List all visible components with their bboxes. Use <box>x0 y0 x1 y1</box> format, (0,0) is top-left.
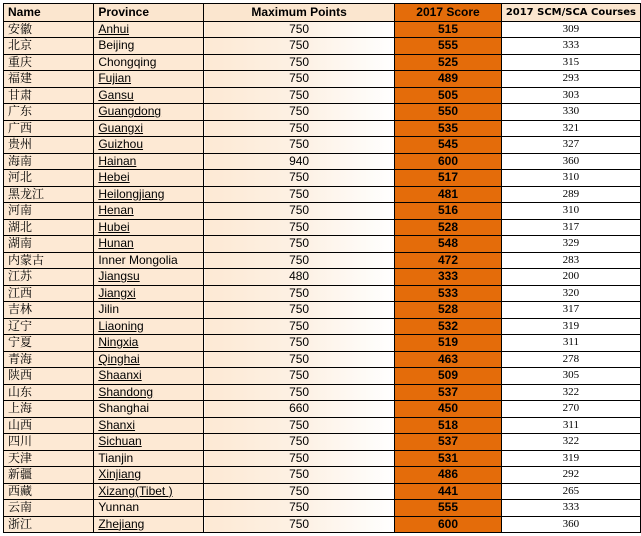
province-cell[interactable]: Qinghai <box>94 351 204 368</box>
name-cell[interactable]: 陕西 <box>4 368 94 385</box>
courses-cell[interactable]: 327 <box>501 137 640 154</box>
max-points-cell[interactable]: 750 <box>204 467 395 484</box>
max-points-cell[interactable]: 750 <box>204 137 395 154</box>
table-row <box>4 467 641 484</box>
score-cell[interactable]: 531 <box>395 450 502 467</box>
score-cell[interactable]: 517 <box>395 170 502 187</box>
score-cell[interactable]: 486 <box>395 467 502 484</box>
name-cell[interactable]: 河北 <box>4 170 94 187</box>
table-row <box>4 318 641 335</box>
courses-cell[interactable]: 283 <box>501 252 640 269</box>
courses-cell[interactable]: 360 <box>501 153 640 170</box>
courses-cell[interactable]: 319 <box>501 450 640 467</box>
name-cell[interactable]: 重庆 <box>4 54 94 71</box>
courses-cell[interactable]: 320 <box>501 285 640 302</box>
table-row <box>4 500 641 517</box>
max-points-cell[interactable]: 750 <box>204 38 395 55</box>
score-cell[interactable]: 441 <box>395 483 502 500</box>
table-row <box>4 236 641 253</box>
province-cell[interactable]: Guangdong <box>94 104 204 121</box>
name-cell[interactable]: 湖北 <box>4 219 94 236</box>
score-cell[interactable]: 472 <box>395 252 502 269</box>
courses-cell[interactable]: 292 <box>501 467 640 484</box>
max-points-cell[interactable]: 750 <box>204 483 395 500</box>
name-cell[interactable]: 西藏 <box>4 483 94 500</box>
courses-cell[interactable]: 278 <box>501 351 640 368</box>
max-points-cell[interactable]: 750 <box>204 203 395 220</box>
courses-cell[interactable]: 317 <box>501 302 640 319</box>
province-cell[interactable]: Chongqing <box>94 54 204 71</box>
header-maximum-points[interactable]: Maximum Points <box>204 4 395 22</box>
score-cell[interactable]: 533 <box>395 285 502 302</box>
max-points-cell[interactable]: 750 <box>204 434 395 451</box>
table-row <box>4 38 641 55</box>
name-cell[interactable]: 广东 <box>4 104 94 121</box>
name-cell[interactable]: 江西 <box>4 285 94 302</box>
max-points-cell[interactable]: 750 <box>204 236 395 253</box>
courses-cell[interactable]: 310 <box>501 203 640 220</box>
max-points-cell[interactable]: 750 <box>204 450 395 467</box>
max-points-cell[interactable]: 660 <box>204 401 395 418</box>
province-cell[interactable]: Shanghai <box>94 401 204 418</box>
score-cell[interactable]: 600 <box>395 153 502 170</box>
province-cell[interactable]: Shanxi <box>94 417 204 434</box>
name-cell[interactable]: 新疆 <box>4 467 94 484</box>
courses-cell[interactable]: 329 <box>501 236 640 253</box>
name-cell[interactable]: 宁夏 <box>4 335 94 352</box>
table-row <box>4 434 641 451</box>
score-cell[interactable]: 548 <box>395 236 502 253</box>
max-points-cell[interactable]: 940 <box>204 153 395 170</box>
courses-cell[interactable]: 322 <box>501 384 640 401</box>
header-province[interactable]: Province <box>94 4 204 22</box>
score-cell[interactable]: 505 <box>395 87 502 104</box>
province-cell[interactable]: Xinjiang <box>94 467 204 484</box>
max-points-cell[interactable]: 750 <box>204 335 395 352</box>
name-cell[interactable]: 福建 <box>4 71 94 88</box>
province-cell[interactable]: Hubei <box>94 219 204 236</box>
score-cell[interactable]: 555 <box>395 500 502 517</box>
name-cell[interactable]: 四川 <box>4 434 94 451</box>
name-cell[interactable]: 湖南 <box>4 236 94 253</box>
header-2017-score[interactable]: 2017 Score <box>395 4 502 22</box>
max-points-cell[interactable]: 750 <box>204 318 395 335</box>
table-row <box>4 71 641 88</box>
table-row <box>4 54 641 71</box>
courses-cell[interactable]: 321 <box>501 120 640 137</box>
max-points-cell[interactable]: 750 <box>204 252 395 269</box>
score-cell[interactable]: 333 <box>395 269 502 286</box>
max-points-cell[interactable]: 750 <box>204 368 395 385</box>
max-points-cell[interactable]: 750 <box>204 351 395 368</box>
table-row <box>4 384 641 401</box>
name-cell[interactable]: 北京 <box>4 38 94 55</box>
courses-cell[interactable]: 289 <box>501 186 640 203</box>
province-cell[interactable]: Anhui <box>94 21 204 38</box>
courses-cell[interactable]: 319 <box>501 318 640 335</box>
province-cell[interactable]: Hainan <box>94 153 204 170</box>
max-points-cell[interactable]: 750 <box>204 54 395 71</box>
province-cell[interactable]: Fujian <box>94 71 204 88</box>
name-cell[interactable]: 安徽 <box>4 21 94 38</box>
score-cell[interactable]: 516 <box>395 203 502 220</box>
province-cell[interactable]: Tianjin <box>94 450 204 467</box>
province-cell[interactable]: Inner Mongolia <box>94 252 204 269</box>
name-cell[interactable]: 云南 <box>4 500 94 517</box>
name-cell[interactable]: 黑龙江 <box>4 186 94 203</box>
max-points-cell[interactable]: 750 <box>204 71 395 88</box>
table-row <box>4 170 641 187</box>
max-points-cell[interactable]: 750 <box>204 219 395 236</box>
table-row <box>4 302 641 319</box>
province-cell[interactable]: Jiangxi <box>94 285 204 302</box>
table-row <box>4 219 641 236</box>
courses-cell[interactable]: 315 <box>501 54 640 71</box>
table-row <box>4 417 641 434</box>
province-cell[interactable]: Hebei <box>94 170 204 187</box>
name-cell[interactable]: 广西 <box>4 120 94 137</box>
name-cell[interactable]: 河南 <box>4 203 94 220</box>
header-2017-courses[interactable]: 2017 SCM/SCA Courses <box>501 4 640 22</box>
province-cell[interactable]: Jilin <box>94 302 204 319</box>
name-cell[interactable]: 山东 <box>4 384 94 401</box>
province-cell[interactable]: Sichuan <box>94 434 204 451</box>
table-row <box>4 87 641 104</box>
table-row <box>4 516 641 533</box>
courses-cell[interactable]: 330 <box>501 104 640 121</box>
table-row <box>4 285 641 302</box>
province-cell[interactable]: Ningxia <box>94 335 204 352</box>
province-cell[interactable]: Shaanxi <box>94 368 204 385</box>
province-cell[interactable]: Heilongjiang <box>94 186 204 203</box>
table-row <box>4 137 641 154</box>
province-cell[interactable]: Guizhou <box>94 137 204 154</box>
courses-cell[interactable]: 322 <box>501 434 640 451</box>
max-points-cell[interactable]: 750 <box>204 87 395 104</box>
max-points-cell[interactable]: 750 <box>204 104 395 121</box>
courses-cell[interactable]: 200 <box>501 269 640 286</box>
table-row <box>4 450 641 467</box>
table-row <box>4 335 641 352</box>
score-cell[interactable]: 525 <box>395 54 502 71</box>
table-row <box>4 153 641 170</box>
name-cell[interactable]: 青海 <box>4 351 94 368</box>
max-points-cell[interactable]: 750 <box>204 302 395 319</box>
name-cell[interactable]: 贵州 <box>4 137 94 154</box>
courses-cell[interactable]: 333 <box>501 38 640 55</box>
score-cell[interactable]: 489 <box>395 71 502 88</box>
score-cell[interactable]: 518 <box>395 417 502 434</box>
name-cell[interactable]: 辽宁 <box>4 318 94 335</box>
table-row <box>4 186 641 203</box>
score-cell[interactable]: 519 <box>395 335 502 352</box>
table-row <box>4 252 641 269</box>
table-row <box>4 401 641 418</box>
score-cell[interactable]: 509 <box>395 368 502 385</box>
name-cell[interactable]: 天津 <box>4 450 94 467</box>
score-cell[interactable]: 537 <box>395 434 502 451</box>
courses-cell[interactable]: 303 <box>501 87 640 104</box>
max-points-cell[interactable]: 750 <box>204 285 395 302</box>
score-cell[interactable]: 450 <box>395 401 502 418</box>
score-cell[interactable]: 463 <box>395 351 502 368</box>
score-cell[interactable]: 481 <box>395 186 502 203</box>
table-row <box>4 483 641 500</box>
courses-cell[interactable]: 293 <box>501 71 640 88</box>
courses-cell[interactable]: 265 <box>501 483 640 500</box>
max-points-cell[interactable]: 750 <box>204 21 395 38</box>
score-cell[interactable]: 535 <box>395 120 502 137</box>
province-cell[interactable]: Hunan <box>94 236 204 253</box>
max-points-cell[interactable]: 750 <box>204 170 395 187</box>
province-cell[interactable]: Beijing <box>94 38 204 55</box>
table-row <box>4 104 641 121</box>
courses-cell[interactable]: 270 <box>501 401 640 418</box>
courses-cell[interactable]: 309 <box>501 21 640 38</box>
table-row <box>4 351 641 368</box>
max-points-cell[interactable]: 480 <box>204 269 395 286</box>
province-cell[interactable]: Gansu <box>94 87 204 104</box>
province-cell[interactable]: Zhejiang <box>94 516 204 533</box>
name-cell[interactable]: 内蒙古 <box>4 252 94 269</box>
courses-cell[interactable]: 305 <box>501 368 640 385</box>
max-points-cell[interactable]: 750 <box>204 516 395 533</box>
score-cell[interactable]: 550 <box>395 104 502 121</box>
max-points-cell[interactable]: 750 <box>204 500 395 517</box>
name-cell[interactable]: 山西 <box>4 417 94 434</box>
score-cell[interactable]: 515 <box>395 21 502 38</box>
score-cell[interactable]: 528 <box>395 302 502 319</box>
name-cell[interactable]: 甘肃 <box>4 87 94 104</box>
province-cell[interactable]: Jiangsu <box>94 269 204 286</box>
name-cell[interactable]: 江苏 <box>4 269 94 286</box>
table-row <box>4 368 641 385</box>
province-cell[interactable]: Henan <box>94 203 204 220</box>
name-cell[interactable]: 海南 <box>4 153 94 170</box>
max-points-cell[interactable]: 750 <box>204 417 395 434</box>
score-cell[interactable]: 555 <box>395 38 502 55</box>
table-row <box>4 269 641 286</box>
courses-cell[interactable]: 311 <box>501 417 640 434</box>
table-row <box>4 120 641 137</box>
courses-cell[interactable]: 317 <box>501 219 640 236</box>
score-cell[interactable]: 528 <box>395 219 502 236</box>
score-cell[interactable]: 532 <box>395 318 502 335</box>
table-row <box>4 21 641 38</box>
max-points-cell[interactable]: 750 <box>204 384 395 401</box>
score-cell[interactable]: 537 <box>395 384 502 401</box>
province-cell[interactable]: Guangxi <box>94 120 204 137</box>
score-cell[interactable]: 600 <box>395 516 502 533</box>
province-cell[interactable]: Liaoning <box>94 318 204 335</box>
name-cell[interactable]: 上海 <box>4 401 94 418</box>
score-table <box>3 3 641 533</box>
max-points-cell[interactable]: 750 <box>204 186 395 203</box>
header-name[interactable]: Name <box>4 4 94 22</box>
header-row <box>4 4 641 22</box>
province-cell[interactable]: Shandong <box>94 384 204 401</box>
courses-cell[interactable]: 333 <box>501 500 640 517</box>
courses-cell[interactable]: 360 <box>501 516 640 533</box>
name-cell[interactable]: 吉林 <box>4 302 94 319</box>
courses-cell[interactable]: 310 <box>501 170 640 187</box>
courses-cell[interactable]: 311 <box>501 335 640 352</box>
table-body <box>4 21 641 533</box>
score-cell[interactable]: 545 <box>395 137 502 154</box>
province-cell[interactable]: Yunnan <box>94 500 204 517</box>
table-row <box>4 203 641 220</box>
province-cell[interactable]: Xizang(Tibet ) <box>94 483 204 500</box>
max-points-cell[interactable]: 750 <box>204 120 395 137</box>
name-cell[interactable]: 浙江 <box>4 516 94 533</box>
